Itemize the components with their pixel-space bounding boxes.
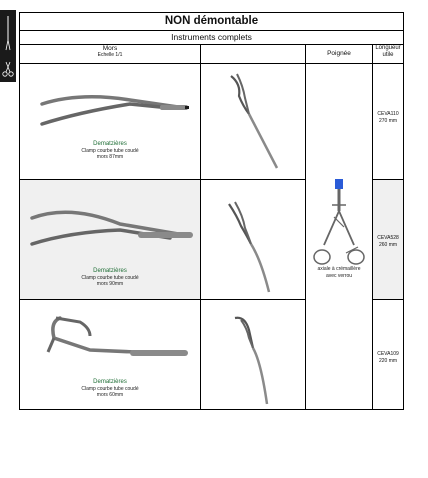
- instrument-tip-icon: [0, 10, 16, 82]
- page-subtitle: Instruments complets: [20, 31, 403, 45]
- row-3-jaw-image: [20, 300, 200, 380]
- handle-caption: axiale à crémaillère avec verrou: [317, 266, 361, 279]
- row-3-caption: Dematzières Clamp courbe tube coudé mors 60mm: [81, 379, 139, 398]
- lock-icon: [335, 179, 343, 189]
- page-title: NON démontable: [20, 13, 403, 31]
- side-tab: [0, 10, 16, 82]
- row-3-side-image: [201, 300, 305, 410]
- catalog-table: [19, 12, 404, 410]
- col-header-poignee: Poignée: [327, 50, 351, 57]
- col-header-mors: Mors Echelle 1/1: [97, 45, 123, 58]
- row-1-caption: Dematzières Clamp courbe tube coudé mors 87mm: [81, 141, 139, 160]
- row-1-side-image: [201, 64, 305, 179]
- row-2-caption: Dematzières Clamp courbe tube coudé mors 90mm: [81, 268, 139, 287]
- row-1-jaw-image: [20, 64, 200, 179]
- row-1-reference: CEVA110 270 mm: [377, 111, 399, 124]
- row-2-reference: CEVA528 260 mm: [377, 235, 399, 248]
- row-2-side-image: [201, 180, 305, 299]
- row-3-reference: CEVA109 220 mm: [377, 351, 399, 364]
- col-header-longueur: Longueur utile: [375, 45, 401, 58]
